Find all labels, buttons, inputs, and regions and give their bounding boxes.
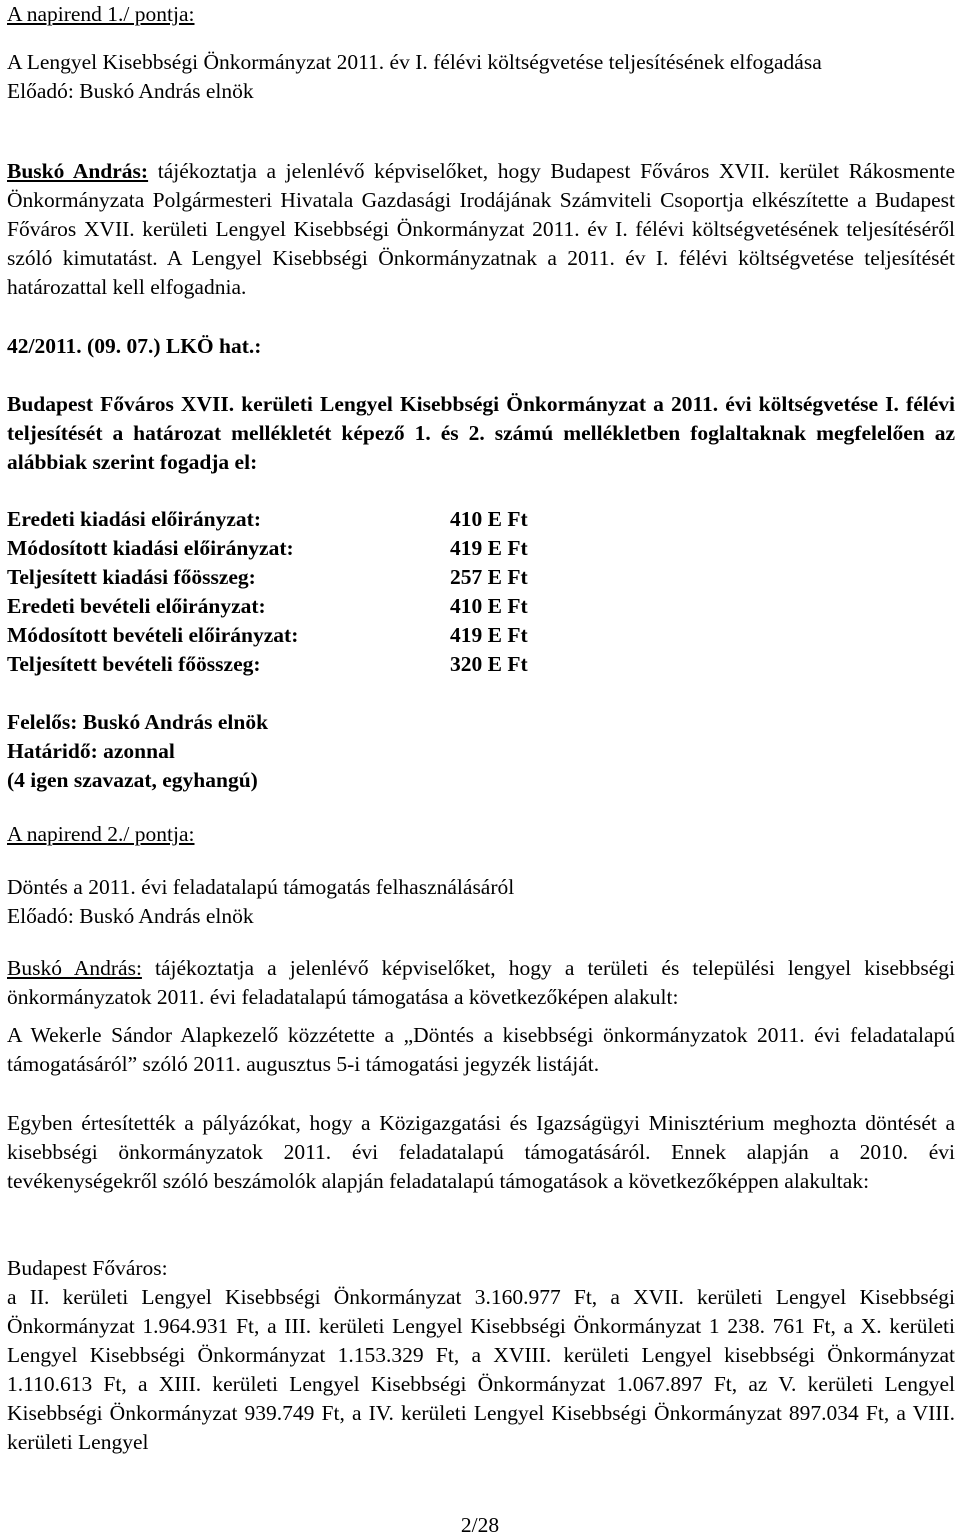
item1-presenter: Előadó: Buskó András elnök [7, 79, 254, 103]
figure-label: Eredeti bevételi előirányzat: [7, 594, 266, 618]
item1-speech-paragraph [7, 157, 955, 302]
item2-speech-block [7, 954, 955, 1012]
figure-label: Eredeti kiadási előirányzat: [7, 507, 262, 531]
item1-closing-block [7, 708, 955, 795]
item1-resolution-number: 42/2011. (09. 07.) LKÖ hat.: [7, 334, 262, 358]
item2-para1: A Wekerle Sándor Alapkezelő közzétette a „Döntés a kisebbségi önkormányzatok 2011. évi feladatalapú támogatásáról” szóló 2011. augusztus 5-i támogatási jegyzék listáját. [7, 1023, 955, 1076]
item1-title-block [7, 48, 955, 106]
item1-speech-block [7, 157, 955, 302]
item2-speaker: Buskó András: [7, 956, 142, 980]
figure-value: 410 E Ft [450, 507, 528, 531]
page-number: 2/28 [460, 1513, 500, 1537]
figure-label: Módosított bevételi előirányzat: [7, 623, 299, 647]
figure-row [7, 621, 607, 650]
item1-resolution-block [7, 390, 955, 477]
figure-row [7, 534, 607, 563]
item2-heading-block [7, 820, 955, 849]
item1-heading-block [7, 0, 955, 29]
figure-row [7, 505, 607, 534]
item2-title-block [7, 873, 955, 931]
item2-title: Döntés a 2011. évi feladatalapú támogatás felhasználásáról [7, 875, 515, 899]
figure-row [7, 592, 607, 621]
figure-value: 419 E Ft [450, 536, 528, 560]
figure-row [7, 563, 607, 592]
item2-speech: tájékoztatja a jelenlévő képviselőket, hogy a területi és települési lengyel kisebbségi önkormányzatok 2011. évi feladatalapú támogatása a következőképen alakult: [7, 956, 955, 1009]
item1-heading: A napirend 1./ pontja: [7, 2, 195, 26]
item1-speech: tájékoztatja a jelenlévő képviselőket, hogy Budapest Főváros XVII. kerület Rákosmente Önkormányzata Polgármesteri Hivatala Gazdasági Irodájának Számviteli Csoportja elkészítette a Budapest Főváros XVII. kerületi Lengyel Kisebbségi Önkormányzat 2011. év I. félévi költségvetésének teljesítéséről szóló kimutatást. A Lengyel Kisebbségi Önkormányzatnak a 2011. év I. félévi költségvetése teljesítését határozattal kell elfogadnia. [7, 159, 955, 299]
figure-row [7, 650, 607, 679]
item2-heading: A napirend 2./ pontja: [7, 822, 195, 846]
figure-value: 257 E Ft [450, 565, 528, 589]
item2-speech-paragraph [7, 954, 955, 1012]
item2-para2: Egyben értesítették a pályázókat, hogy a Közigazgatási és Igazságügyi Minisztérium meghozta döntését a kisebbségi önkormányzatok 2011. évi feladatalapú támogatásáról. Ennek alapján a 2010. évi tevékenységekről szóló beszámolók alapján feladatalapú támogatások a következőképpen alakultak: [7, 1111, 955, 1193]
item2-para1-block [7, 1021, 955, 1079]
figure-label: Teljesített bevételi főösszeg: [7, 652, 261, 676]
item2-para2-block [7, 1109, 955, 1196]
figure-value: 410 E Ft [450, 594, 528, 618]
item2-presenter: Előadó: Buskó András elnök [7, 904, 254, 928]
item2-city: Budapest Főváros: [7, 1256, 168, 1280]
item1-responsible: Felelős: Buskó András elnök [7, 710, 269, 734]
figure-value: 419 E Ft [450, 623, 528, 647]
item1-deadline: Határidő: azonnal [7, 739, 175, 763]
figure-value: 320 E Ft [450, 652, 528, 676]
figure-label: Teljesített kiadási főösszeg: [7, 565, 256, 589]
figure-label: Módosított kiadási előirányzat: [7, 536, 294, 560]
item2-support-list: a II. kerületi Lengyel Kisebbségi Önkormányzat 3.160.977 Ft, a XVII. kerületi Lengyel Kisebbségi Önkormányzat 1.964.931 Ft, a III. kerületi Lengyel Kisebbségi Önkormányzat 1 238. 761 Ft, a X. kerületi Lengyel Kisebbségi Önkormányzat 1.153.329 Ft, a XVIII. kerületi Lengyel kisebbségi Önkormányzat 1.110.613 Ft, a XIII. kerületi Lengyel Kisebbségi Önkormányzat 1.067.897 Ft, az V. kerületi Lengyel Kisebbségi Önkormányzat 939.749 Ft, a IV. kerületi Lengyel Kisebbségi Önkormányzat 897.034 Ft, a VIII. kerületi Lengyel [7, 1285, 955, 1454]
item1-resolution-text: Budapest Főváros XVII. kerületi Lengyel Kisebbségi Önkormányzat a 2011. évi költségvetése I. félévi teljesítését a határozat mellékletét képező 1. és 2. számú mellékletben foglaltaknak megfelelően az alábbiak szerint fogadja el: [7, 392, 955, 474]
item1-speaker: Buskó András: [7, 159, 149, 183]
item1-vote: (4 igen szavazat, egyhangú) [7, 768, 258, 792]
item1-title: A Lengyel Kisebbségi Önkormányzat 2011. év I. félévi költségvetése teljesítésének elfogadása [7, 50, 822, 74]
item1-resolution-number-block [7, 332, 955, 361]
item2-list-block [7, 1254, 955, 1457]
